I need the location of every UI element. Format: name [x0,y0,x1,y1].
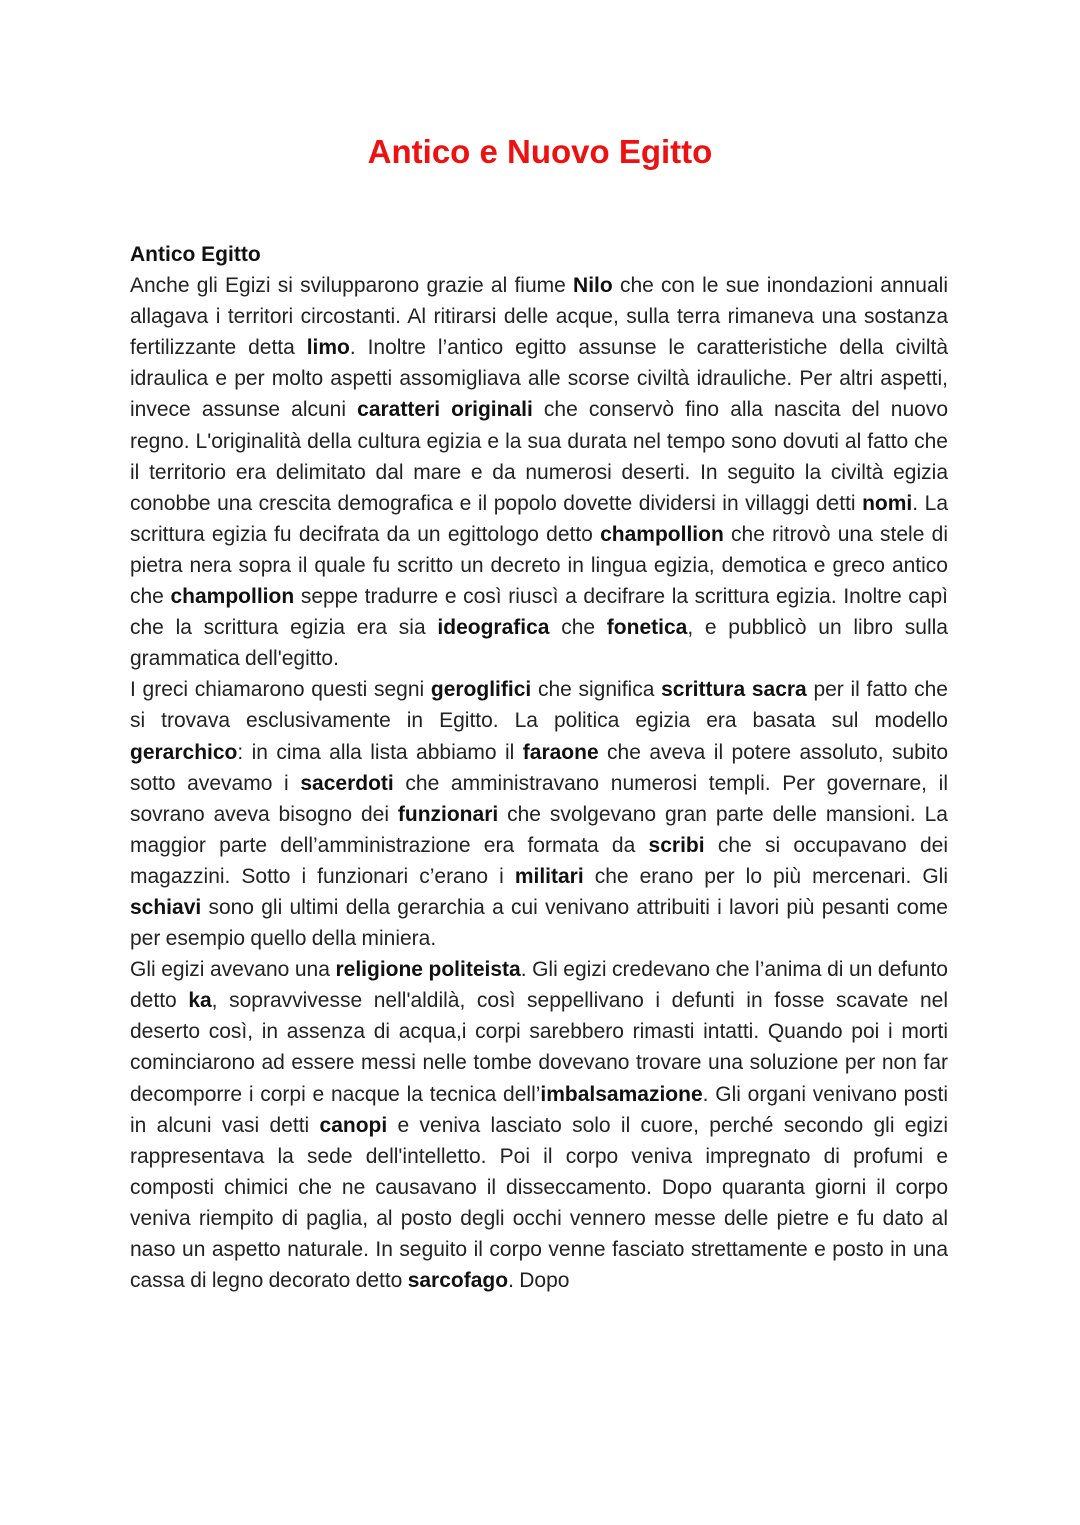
bold-term: ka [188,989,212,1013]
bold-term: champollion [600,522,724,546]
text-run: . Gli egizi credevano che l’anima di un defunto detto [130,958,948,1013]
bold-term: fonetica [606,616,688,640]
section-heading: Antico Egitto [130,243,261,266]
paragraph [130,954,948,1296]
text-run: che erano per lo più mercenari. Gli [583,864,948,888]
text-run: che [549,616,607,640]
text-run: e veniva lasciato solo il cuore, perché secondo gli egizi rappresentava la sede dell'intelletto. Poi il corpo veniva impregnato di profumi e composti chimici che ne causavano il disseccamento. Dopo quaranta giorni il corpo veniva riempito di paglia, al posto degli occhi vennero messe delle pietre e fu dato al naso un aspetto naturale. In seguito il corpo venne fasciato strettamente e posto in una cassa di legno decorato detto [130,1113,948,1293]
text-run: . Inoltre l’antico egitto assunse le caratteristiche della civiltà idraulica e per molto aspetti assomigliava alle scorse civiltà idrauliche. Per altri aspetti, invece assunse alcuni [130,336,948,422]
bold-term: faraone [522,740,599,764]
bold-term: gerarchico [130,740,238,764]
text-run: : in cima alla lista abbiamo il [237,740,523,764]
text-run: seppe tradurre e così riuscì a decifrare la scrittura egizia. Inoltre capì che la scrittura egizia era sia [130,585,949,640]
bold-term: sarcofago [407,1269,509,1293]
paragraph [130,270,948,674]
text-run: che aveva il potere assoluto, subito sotto avevamo i [130,740,948,795]
bold-term: scribi [648,833,705,857]
text-run: che svolgevano gran parte delle mansioni. La maggior parte dell’amministrazione era formata da [130,802,948,857]
document-title: Antico e Nuovo Egitto [367,133,713,170]
bold-term: geroglifici [430,678,532,702]
text-run: per il fatto che si trovava esclusivamente in Egitto. La politica egizia era basata sul modello [130,678,948,733]
bold-term: religione politeista [335,958,521,982]
text-run: che significa [531,678,662,702]
text-run: . Gli organi venivano posti in alcuni vasi detti [130,1082,948,1137]
bold-term: Nilo [573,274,613,298]
bold-term: scrittura sacra [661,678,807,702]
bold-term: sacerdoti [300,771,394,795]
text-run: Anche gli Egizi si svilupparono grazie al fiume [130,274,574,298]
text-run: che ritrovò una stele di pietra nera sopra il quale fu scritto un decreto in lingua egizia, demotica e greco antico che [130,522,948,609]
paragraph [130,674,948,954]
bold-term: canopi [319,1113,388,1137]
bold-term: caratteri originali [357,398,533,422]
bold-term: limo [306,336,350,360]
bold-term: ideografica [437,616,550,640]
bold-term: funzionari [397,802,499,826]
text-run: , e pubblicò un libro sulla grammatica dell'egitto. [130,616,948,671]
text-run: , sopravvivesse nell'aldilà, così seppellivano i defunti in fosse scavate nel deserto così, in assenza di acqua,i corpi sarebbero rimasti intatti. Quando poi i morti cominciarono ad essere messi nelle tombe dovevano trovare una soluzione per non far decomporre i corpi e nacque la tecnica dell’ [130,989,949,1106]
bold-term: champollion [170,585,295,609]
text-run: sono gli ultimi della gerarchia a cui venivano attribuiti i lavori più pesanti come per esempio quello della miniera. [130,895,948,951]
text-run: . La scrittura egizia fu decifrata da un egittologo detto [130,491,949,546]
document-body [130,239,948,1296]
text-run: che amministravano numerosi templi. Per governare, il sovrano aveva bisogno dei [130,771,949,826]
text-run: che con le sue inondazioni annuali allagava i territori circostanti. Al ritirarsi delle acque, sulla terra rimaneva una sostanza fertilizzante detta [130,274,948,360]
text-run: . Dopo [508,1269,570,1293]
bold-term: nomi [862,491,913,515]
text-run: Gli egizi avevano una [130,958,336,982]
bold-term: militari [514,864,584,888]
text-run: I greci chiamarono questi segni [130,678,431,702]
text-run: che si occupavano dei magazzini. Sotto i funzionari c’erano i [130,833,948,888]
bold-term: schiavi [130,895,202,919]
text-run: che conservò fino alla nascita del nuovo regno. L'originalità della cultura egizia e la sua durata nel tempo sono dovuti al fatto che il territorio era delimitato dal mare e da numerosi deserti. In seguito la civiltà egizia conobbe una crescita demografica e il popolo dovette dividersi in villaggi detti [130,398,948,515]
bold-term: imbalsamazione [540,1082,703,1106]
